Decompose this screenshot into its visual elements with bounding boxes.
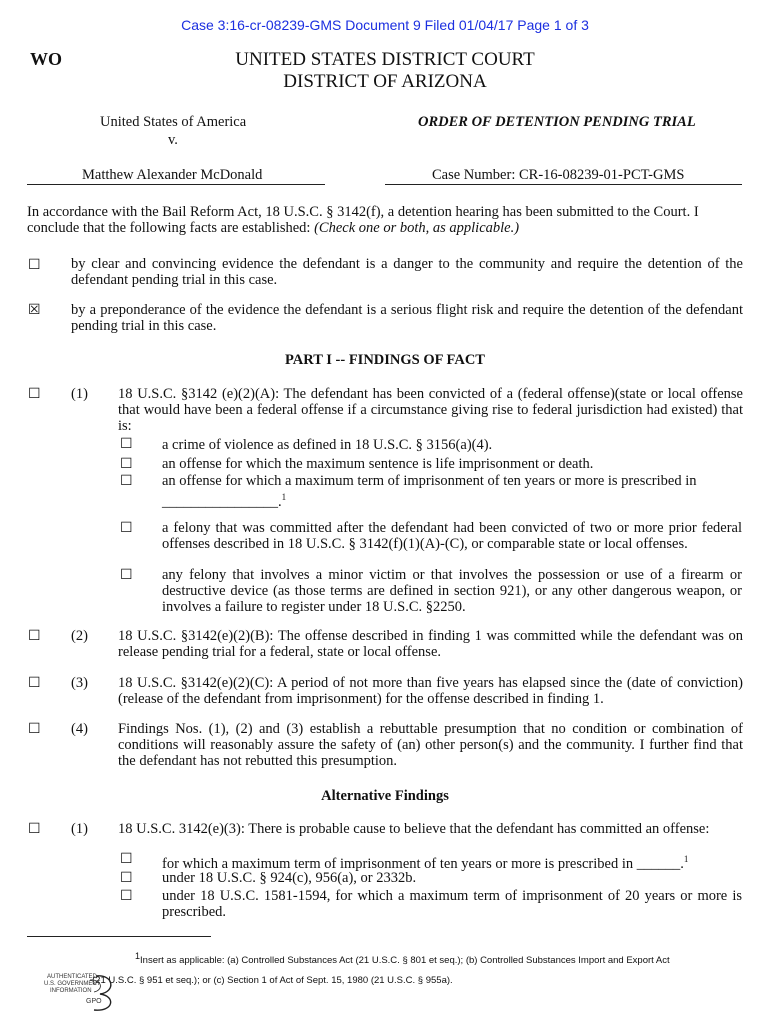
finding-1b-text: an offense for which the maximum sentence is life imprisonment or death.	[162, 456, 594, 472]
footnote-ref-1: 1	[281, 492, 287, 502]
wo-mark: WO	[30, 49, 63, 69]
finding-1c-blank: ________________.	[162, 493, 282, 510]
checkbox-minor-victim-firearm[interactable]: ☐	[120, 567, 133, 583]
checkbox-finding-4[interactable]: ☐	[28, 721, 41, 737]
footnote-text-1: Insert as applicable: (a) Controlled Substances Act (21 U.S.C. § 801 et seq.); (b) Controlled Substances Import and Export Act	[140, 955, 670, 967]
intro-paragraph	[27, 204, 743, 236]
intro-line-1: In accordance with the Bail Reform Act, 18 U.S.C. § 3142(f), a detention hearing has been submitted to the Court. I	[27, 204, 699, 220]
versus: v.	[168, 132, 178, 148]
checkbox-ten-year-offense[interactable]: ☐	[120, 851, 133, 867]
footnote-line-2: (21 U.S.C. § 951 et seq.); or (c) Section 1 of Act of Sept. 15, 1980 (21 U.S.C. § 955a).	[92, 975, 453, 986]
ecf-header: Case 3:16-cr-08239-GMS Document 9 Filed 01/04/17 Page 1 of 3	[181, 17, 589, 33]
gpo-line-4: GPO	[86, 998, 102, 1005]
case-number: Case Number: CR-16-08239-01-PCT-GMS	[432, 167, 685, 183]
footnote-ref-2: 1	[683, 854, 689, 864]
footnote-rule	[27, 936, 211, 937]
option-danger: by clear and convincing evidence the defendant is a danger to the community and require the detention of the defendant pending trial in this case.	[71, 256, 743, 288]
court-district: DISTRICT OF ARIZONA	[283, 71, 487, 92]
checkbox-danger[interactable]: ☐	[28, 257, 41, 273]
case-number-rule	[385, 184, 742, 185]
alt-finding-1c-text: under 18 U.S.C. 1581-1594, for which a maximum term of imprisonment of 20 years or more is prescribed.	[162, 888, 742, 920]
checkbox-finding-2[interactable]: ☐	[28, 628, 41, 644]
finding-2-number: (2)	[71, 628, 88, 644]
checkbox-prior-felonies[interactable]: ☐	[120, 520, 133, 536]
alt-finding-1b-text: under 18 U.S.C. § 924(c), 956(a), or 2332b.	[162, 870, 417, 886]
checkbox-flight-risk[interactable]: ☒	[28, 302, 41, 318]
finding-4-number: (4)	[71, 721, 88, 737]
checkbox-924c-offense[interactable]: ☐	[120, 870, 133, 886]
defendant-name: Matthew Alexander McDonald	[82, 167, 263, 183]
checkbox-finding-3[interactable]: ☐	[28, 675, 41, 691]
finding-3-number: (3)	[71, 675, 88, 691]
finding-4-text: Findings Nos. (1), (2) and (3) establish a rebuttable presumption that no condition or combination of conditions will reasonably assure the safety of (an) other person(s) and the community. I further find that the defendant has not rebutted this presumption.	[118, 721, 743, 769]
checkbox-alt-finding-1[interactable]: ☐	[28, 821, 41, 837]
finding-3-text: 18 U.S.C. §3142(e)(2)(C): A period of not more than five years has elapsed since the (date of conviction)(release of the defendant from imprisonment) for the offense described in finding 1.	[118, 675, 743, 707]
order-title: ORDER OF DETENTION PENDING TRIAL	[418, 114, 696, 130]
court-title: UNITED STATES DISTRICT COURT	[235, 49, 535, 70]
finding-1-text: 18 U.S.C. §3142 (e)(2)(A): The defendant has been convicted of a (federal offense)(state or local offense that would have been a federal offense if a circumstance giving rise to federal jurisdiction had existed) that is:	[118, 386, 743, 434]
checkbox-ten-years[interactable]: ☐	[120, 473, 133, 489]
gpo-line-1: AUTHENTICATED	[47, 974, 97, 980]
checkbox-crime-of-violence[interactable]: ☐	[120, 436, 133, 452]
checkbox-trafficking-offense[interactable]: ☐	[120, 888, 133, 904]
finding-1a-text: a crime of violence as defined in 18 U.S.C. § 3156(a)(4).	[162, 437, 493, 453]
finding-1e-text: any felony that involves a minor victim or that involves the possession or use of a firearm or destructive device (as those terms are defined in section 921), or any other dangerous weapon, or involves a failure to register under 18 U.S.C. §2250.	[162, 567, 742, 615]
part1-title: PART I -- FINDINGS OF FACT	[285, 352, 485, 368]
defendant-rule	[27, 184, 325, 185]
gpo-line-3: INFORMATION	[50, 988, 92, 994]
gpo-line-2: U.S. GOVERNMENT	[44, 981, 101, 987]
alt-finding-1-text: 18 U.S.C. 3142(e)(3): There is probable cause to believe that the defendant has committed an offense:	[118, 821, 710, 837]
footnote-line-1	[135, 951, 670, 966]
intro-line-2: conclude that the following facts are established:	[27, 220, 311, 236]
option-flight-risk: by a preponderance of the evidence the defendant is a serious flight risk and require the detention of the defendant pending trial in this case.	[71, 302, 743, 334]
alt-finding-1a-main: for which a maximum term of imprisonment of ten years or more is prescribed in ______.	[162, 855, 684, 872]
plaintiff-name: United States of America	[100, 114, 247, 130]
finding-1d-text: a felony that was committed after the defendant had been convicted of two or more prior federal offenses described in 18 U.S.C. § 3142(f)(1)(A)-(C), or comparable state or local offenses.	[162, 520, 742, 552]
checkbox-life-imprisonment[interactable]: ☐	[120, 456, 133, 472]
finding-2-text: 18 U.S.C. §3142(e)(2)(B): The offense described in finding 1 was committed while the defendant was on release pending trial for a federal, state or local offense.	[118, 628, 743, 660]
intro-instruction: (Check one or both, as applicable.)	[314, 220, 520, 236]
finding-1c-main: an offense for which a maximum term of imprisonment of ten years or more is prescribed in	[162, 473, 697, 489]
checkbox-finding-1[interactable]: ☐	[28, 386, 41, 402]
alternative-findings-title: Alternative Findings	[321, 788, 449, 804]
finding-1c-text	[162, 473, 742, 510]
footnote-number: 1	[135, 951, 141, 961]
gpo-authentication-seal	[44, 970, 124, 1014]
alt-finding-1-number: (1)	[71, 821, 88, 837]
alt-finding-1a-text	[162, 851, 742, 872]
finding-1-number: (1)	[71, 386, 88, 402]
